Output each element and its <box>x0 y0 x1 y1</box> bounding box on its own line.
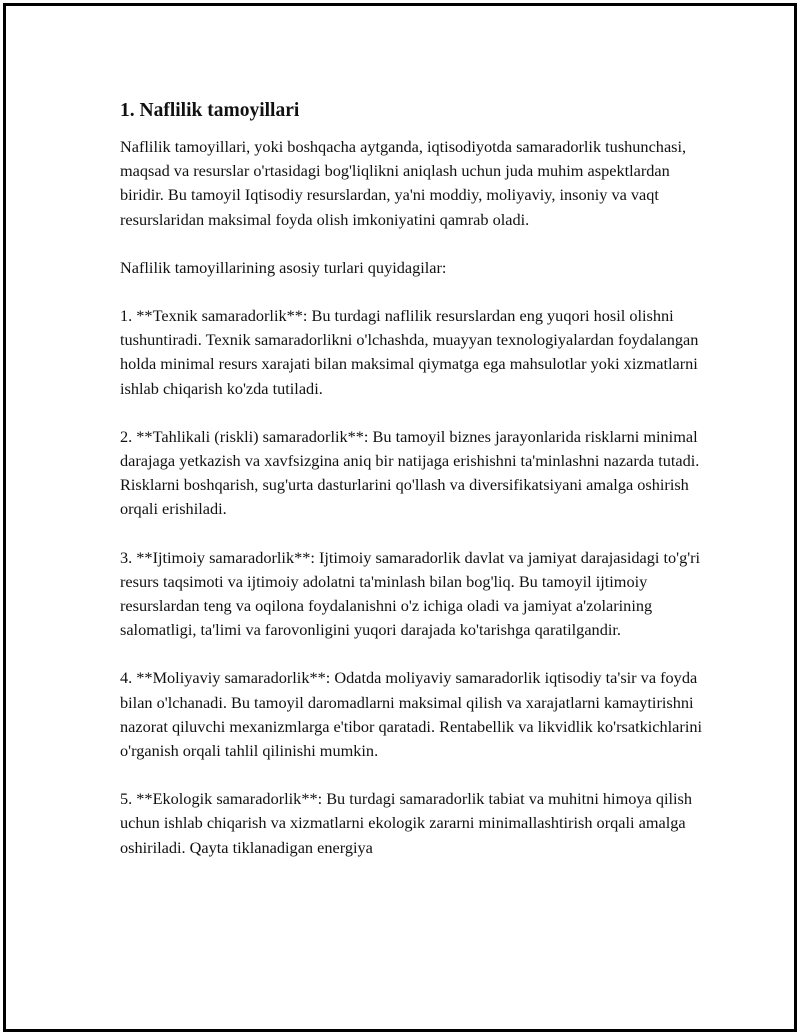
intro-paragraph: Naflilik tamoyillari, yoki boshqacha aytganda, iqtisodiyotda samaradorlik tushunchasi, maqsad va resurslar o'rtasidagi bog'liqlikni aniqlash uchun juda muhim aspektlardan biridir. Bu tamoyil Iqtisodiy resurslardan, ya'ni moddiy, moliyaviy, insoniy va vaqt resurslaridan maksimal foyda olish imkoniyatini qamrab oladi. <box>120 137 687 229</box>
list-item-technical-efficiency: 1. **Texnik samaradorlik**: Bu turdagi naflilik resurslardan eng yuqori hosil olishni tushuntiradi. Texnik samaradorlikni o'lchashda, muayyan texnologiyalardan foydalangan holda minimal resurs xarajati bilan maksimal qiymatga ega mahsulotlar yoki xizmatlarni ishlab chiqarish ko'zda tutiladi. <box>120 306 699 398</box>
list-item-social-efficiency: 3. **Ijtimoiy samaradorlik**: Ijtimoiy samaradorlik davlat va jamiyat darajasidagi to'g'ri resurs taqsimoti va ijtimoiy adolatni ta'minlash bilan bog'liq. Bu tamoyil ijtimoiy resurslardan teng va oqilona foydalanishni o'z ichiga oladi va jamiyat a'zolarining salomatligi, ta'limi va farovonligini yuqori darajada ko'tarishga qaratilgandir. <box>120 547 701 640</box>
list-item-ecological-efficiency: 5. **Ekologik samaradorlik**: Bu turdagi samaradorlik tabiat va muhitni himoya qilish uchun ishlab chiqarish va xizmatlarni ekologik zararni minimallashtirish orqali amalga oshiriladi. Qayta tiklanadigan energiya <box>120 789 693 857</box>
list-item-risk-efficiency: 2. **Tahlikali (riskli) samaradorlik**: Bu tamoyil biznes jarayonlarida risklarni minimal darajaga yetkazish va xavfsizgina aniq bir natijaga erishishni ta'minlashni nazarda tutadi. Risklarni boshqarish, sug'urta dasturlarini qo'llash va diversifikatsiyani amalga oshirish orqali erishiladi. <box>120 426 700 519</box>
section-heading: 1. Naflilik tamoyillari <box>120 100 300 121</box>
document-body <box>120 98 705 884</box>
document-page <box>3 3 797 1032</box>
list-item-financial-efficiency: 4. **Moliyaviy samaradorlik**: Odatda moliyaviy samaradorlik iqtisodiy ta'sir va foyda bilan o'lchanadi. Bu tamoyil daromadlarni maksimal qilish va xarajatlarni kamaytirishni nazorat qiluvchi mexanizmlarga e'tibor qaratadi. Rentabellik va likvidlik ko'rsatkichlarini o'rganish orqali tahlil qilinishi mumkin. <box>120 668 703 761</box>
types-lead-paragraph: Naflilik tamoyillarining asosiy turlari quyidagilar: <box>120 257 447 277</box>
